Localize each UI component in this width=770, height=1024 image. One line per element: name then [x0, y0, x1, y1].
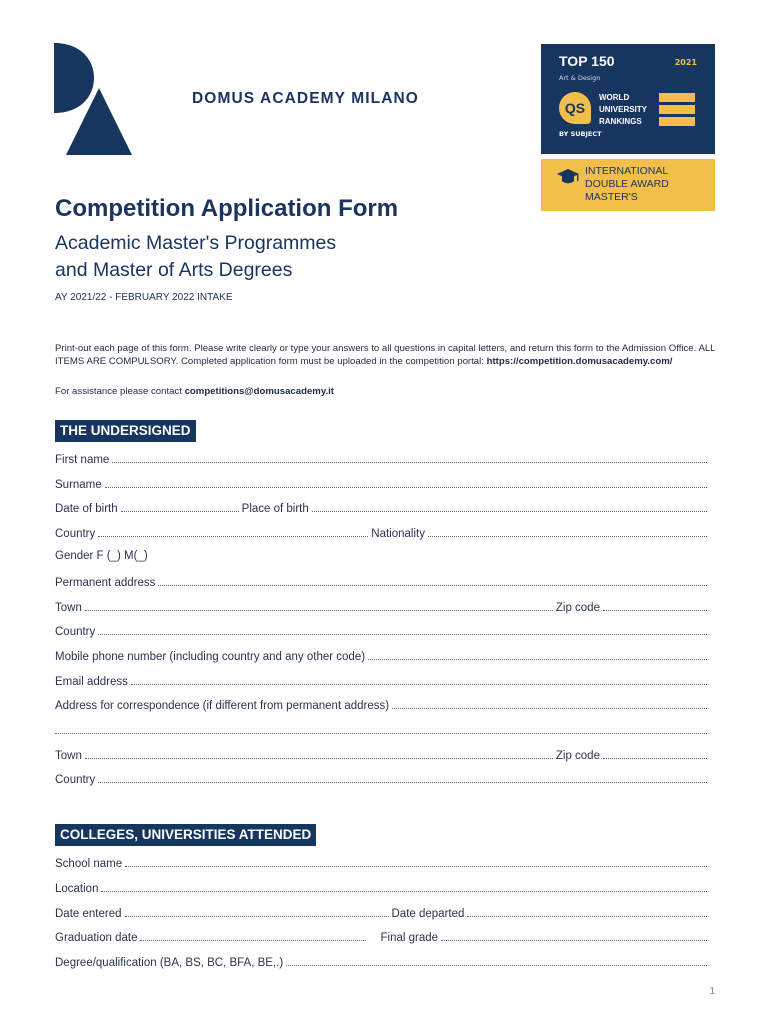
field-label: Town: [55, 602, 82, 614]
ranking-badge: [541, 44, 715, 154]
country-field[interactable]: [55, 624, 710, 642]
field-label: Date of birth: [55, 503, 118, 515]
page-number: 1: [709, 986, 715, 997]
domus-logo-icon: [54, 43, 134, 157]
intake-label: AY 2021/22 - FEBRUARY 2022 INTAKE: [55, 292, 233, 303]
subtitle-line: Academic Master's Programmes: [55, 232, 337, 254]
award-line: MASTER'S: [585, 191, 638, 203]
country-nationality-field[interactable]: [55, 526, 710, 544]
ranking-top: TOP 150: [559, 53, 615, 69]
field-label: Surname: [55, 479, 102, 491]
field-label: Gender F (_) M(_): [55, 550, 148, 562]
mobile-field[interactable]: [55, 649, 710, 667]
field-label: Date entered: [55, 908, 122, 920]
brand-name: DOMUS ACADEMY MILANO: [192, 90, 419, 107]
award-badge: [541, 159, 715, 211]
field-label: Mobile phone number (including country and any other code): [55, 651, 366, 663]
assist-prefix: For assistance please contact: [55, 386, 185, 397]
graduation-cap-icon: [557, 168, 579, 186]
first-name-field[interactable]: [55, 452, 710, 470]
award-text: [585, 165, 669, 204]
field-label: Degree/qualification (BA, BS, BC, BFA, BE,.): [55, 957, 284, 969]
qs-logo-icon: QS: [559, 92, 591, 124]
email-field[interactable]: [55, 674, 710, 692]
assist-email-link[interactable]: competitions@domusacademy.it: [184, 386, 334, 397]
field-label: First name: [55, 454, 110, 466]
town-zip-field-2[interactable]: [55, 748, 710, 766]
assistance-line: [55, 386, 334, 397]
ranking-by: BY SUBJECT: [559, 130, 602, 138]
section-heading-undersigned: THE UNDERSIGNED: [55, 420, 196, 442]
location-field[interactable]: [55, 881, 710, 899]
dates-field[interactable]: [55, 906, 710, 924]
field-label: Country: [55, 774, 96, 786]
field-label: Permanent address: [55, 577, 156, 589]
country-field-2[interactable]: [55, 772, 710, 790]
correspondence-address-field[interactable]: [55, 698, 710, 716]
ranking-year: 2021: [674, 58, 697, 67]
field-label: Final grade: [380, 932, 439, 944]
ranking-subject: Art & Design: [559, 74, 601, 82]
award-line: DOUBLE AWARD: [585, 178, 669, 190]
degree-field[interactable]: [55, 955, 710, 973]
award-line: INTERNATIONAL: [585, 165, 669, 177]
subtitle-line: and Master of Arts Degrees: [55, 259, 293, 281]
gender-field[interactable]: [55, 550, 710, 568]
permanent-address-field[interactable]: [55, 575, 710, 593]
ranking-lines: [599, 91, 695, 127]
town-zip-field[interactable]: [55, 600, 710, 618]
surname-field[interactable]: [55, 477, 710, 495]
field-label: Country: [55, 528, 96, 540]
field-label: Address for correspondence (if different from permanent address): [55, 700, 390, 712]
intro-text: Print-out each page of this form. Please write clearly or type your answers to all questions in capital letters, and return this form to the Admission Office. ALL ITEMS ARE COMPULSORY. Completed application form must be uploaded in the competition portal:: [55, 343, 716, 367]
field-label: Country: [55, 626, 96, 638]
field-label: Town: [55, 750, 82, 762]
ranking-line: UNIVERSITY: [599, 104, 648, 114]
portal-link[interactable]: https://competition.domusacademy.com/: [486, 355, 673, 367]
correspondence-address-line2[interactable]: [55, 723, 710, 741]
ranking-line: WORLD: [599, 92, 630, 102]
school-name-field[interactable]: [55, 856, 710, 874]
field-label: Place of birth: [241, 503, 309, 515]
field-label: Date departed: [391, 908, 465, 920]
page-subtitle: [55, 230, 336, 284]
page-title: Competition Application Form: [55, 195, 399, 222]
field-label: Zip code: [555, 602, 600, 614]
field-label: Nationality: [371, 528, 425, 540]
section-heading-colleges: COLLEGES, UNIVERSITIES ATTENDED: [55, 824, 316, 846]
field-label: Location: [55, 883, 99, 895]
intro-paragraph: [55, 343, 720, 368]
field-label: School name: [55, 858, 123, 870]
graduation-grade-field[interactable]: [55, 930, 710, 948]
field-label: Graduation date: [55, 932, 138, 944]
ranking-line: RANKINGS: [599, 116, 642, 126]
field-label: Zip code: [555, 750, 600, 762]
field-label: Email address: [55, 676, 128, 688]
dob-pob-field[interactable]: [55, 501, 710, 519]
